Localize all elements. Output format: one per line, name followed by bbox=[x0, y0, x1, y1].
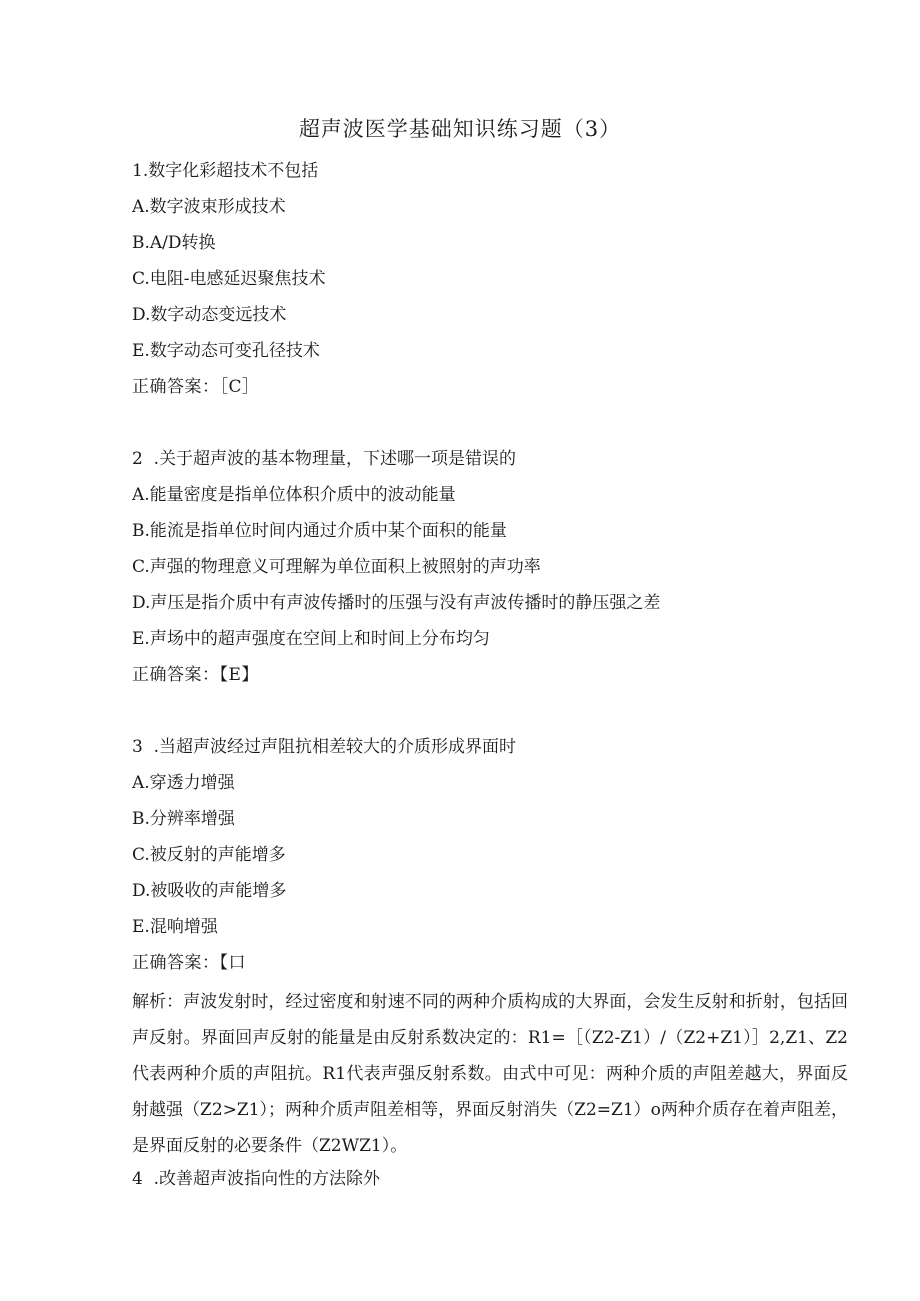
question-stem: 1.数字化彩超技术不包括 bbox=[132, 161, 319, 181]
correct-answer bbox=[132, 948, 848, 984]
option-d: D.声压是指介质中有声波传播时的压强与没有声波传播时的静压强之差 bbox=[132, 593, 661, 613]
document-title: 超声波医学基础知识练习题（3） bbox=[298, 117, 622, 141]
answer-analysis: 解析：声波发射时，经过密度和射速不同的两种介质构成的大界面，会发生反射和折射，包括回声反射。界面回声反射的能量是由反射系数决定的：R1=［（Z2-Z1）/（Z2+Z1）］2,Z1、Z2代表两种介质的声阻抗。R1代表声强反射系数。由式中可见：两种介质的声阻差越大，界面反射越强（Z2>Z1）；两种介质声阻差相等，界面反射消失（Z2=Z1）o两种介质存在着声阻差，是界面反射的必要条件（Z2WZ1）。 bbox=[132, 992, 848, 1156]
option-b: B.分辨率增强 bbox=[132, 809, 235, 829]
answer-value: 【E】 bbox=[219, 665, 259, 685]
question-block bbox=[132, 732, 848, 1164]
answer-label: 正确答案： bbox=[132, 377, 220, 397]
question-block bbox=[132, 444, 848, 696]
question-stem: 4 .改善超声波指向性的方法除外 bbox=[132, 1169, 381, 1189]
question-stem: 3 .当超声波经过声阻抗相差较大的介质形成界面时 bbox=[132, 737, 517, 757]
question-list bbox=[132, 156, 848, 1200]
option-b: B.能流是指单位时间内通过介质中某个面积的能量 bbox=[132, 521, 507, 541]
option-a: A.能量密度是指单位体积介质中的波动能量 bbox=[132, 485, 456, 505]
option-c: C.声强的物理意义可理解为单位面积上被照射的声功率 bbox=[132, 557, 541, 577]
question-stem: 2 .关于超声波的基本物理量，下述哪一项是错误的 bbox=[132, 449, 517, 469]
spacer bbox=[132, 696, 848, 732]
question-block bbox=[132, 156, 848, 408]
option-e: E.声场中的超声强度在空间上和时间上分布均匀 bbox=[132, 629, 490, 649]
spacer bbox=[132, 408, 848, 444]
option-d: D.被吸收的声能增多 bbox=[132, 881, 287, 901]
correct-answer bbox=[132, 660, 848, 696]
option-b: B.A/D转换 bbox=[132, 233, 216, 253]
correct-answer bbox=[132, 372, 848, 408]
option-c: C.电阻-电感延迟聚焦技术 bbox=[132, 269, 326, 289]
option-e: E.数字动态可变孔径技术 bbox=[132, 341, 320, 361]
answer-value: ［C］ bbox=[219, 377, 260, 397]
option-c: C.被反射的声能增多 bbox=[132, 845, 286, 865]
answer-label: 正确答案： bbox=[132, 665, 220, 685]
answer-label: 正确答案： bbox=[132, 953, 220, 973]
question-block bbox=[132, 1164, 848, 1200]
option-e: E.混响增强 bbox=[132, 917, 218, 937]
option-a: A.穿透力增强 bbox=[132, 773, 235, 793]
option-a: A.数字波束形成技术 bbox=[132, 197, 286, 217]
option-d: D.数字动态变远技术 bbox=[132, 305, 287, 325]
answer-value: 【口 bbox=[219, 953, 246, 973]
